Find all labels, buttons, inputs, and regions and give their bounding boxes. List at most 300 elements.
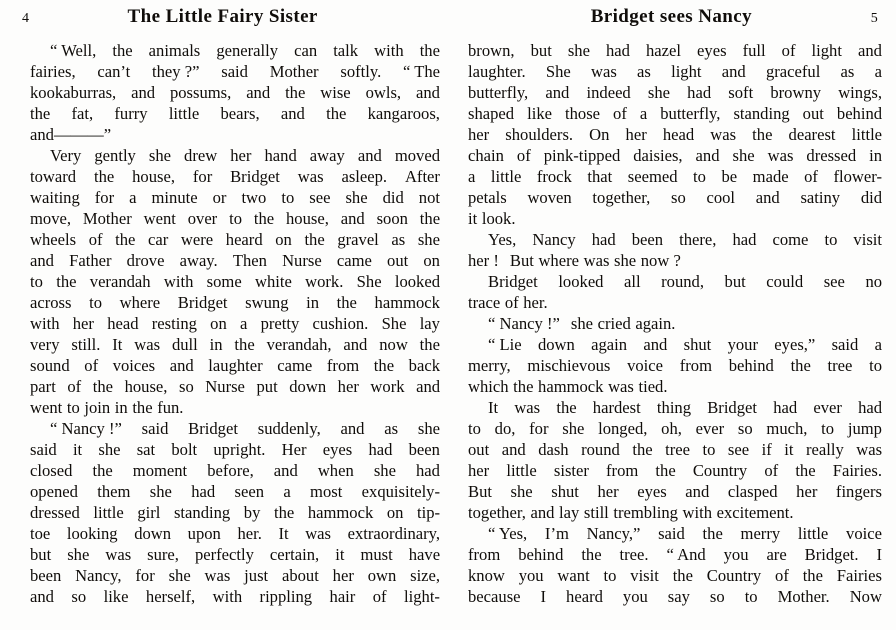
word-space <box>260 502 274 523</box>
word-space <box>263 229 276 250</box>
word: her ! <box>468 251 499 270</box>
word: the <box>132 398 153 417</box>
word: just <box>244 566 269 585</box>
paragraph <box>468 523 882 607</box>
word: talk <box>333 41 359 60</box>
word-space <box>404 40 420 61</box>
word: and <box>416 377 441 396</box>
word: hammock <box>374 293 440 312</box>
word-space <box>113 376 125 397</box>
word-space <box>280 166 298 187</box>
word-space <box>824 103 837 124</box>
word: the <box>234 335 255 354</box>
word-space <box>638 460 655 481</box>
word: was <box>608 377 634 396</box>
text-line <box>468 418 882 439</box>
word-space <box>736 124 752 145</box>
word: said <box>831 335 859 354</box>
word-space <box>584 418 598 439</box>
word: she <box>148 146 172 165</box>
word: her <box>468 461 490 480</box>
word: suddenly, <box>257 419 321 438</box>
text-line <box>30 481 440 502</box>
word: herself, <box>145 587 196 606</box>
text-line <box>468 481 882 502</box>
word: see <box>823 272 845 291</box>
word: could <box>766 272 804 291</box>
word-space <box>659 565 673 586</box>
word-space <box>392 439 408 460</box>
word: heard <box>566 587 603 606</box>
word-space <box>213 229 226 250</box>
text-line <box>30 208 440 229</box>
word-space <box>811 355 828 376</box>
word-space <box>852 355 869 376</box>
word-space <box>789 166 805 187</box>
word: own <box>367 566 397 585</box>
word: and———” <box>30 125 112 144</box>
word: Bridget <box>230 167 280 186</box>
word-space <box>747 460 764 481</box>
word-space <box>780 523 798 544</box>
word: the <box>752 125 773 144</box>
word: as <box>637 62 651 81</box>
text-line <box>468 523 882 544</box>
word: the <box>373 356 395 375</box>
word: as <box>391 230 406 249</box>
word: tree <box>665 440 690 459</box>
word-space <box>155 82 170 103</box>
word: made <box>752 167 789 186</box>
word: the <box>632 440 653 459</box>
word: perfectly <box>194 545 254 564</box>
word: for <box>192 167 213 186</box>
word: now ? <box>640 251 681 270</box>
word: said <box>30 440 57 459</box>
word: round <box>581 440 620 459</box>
word: came <box>277 356 313 375</box>
word-space <box>492 481 511 502</box>
word: she <box>567 41 590 60</box>
word: Nancy,” <box>586 524 641 543</box>
word-space <box>294 187 309 208</box>
word: looked <box>394 272 441 291</box>
word: and <box>695 146 720 165</box>
word-space <box>54 250 69 271</box>
text-line <box>468 460 882 481</box>
word-space <box>856 145 869 166</box>
word: the <box>581 545 602 564</box>
word-space <box>544 565 558 586</box>
word-space <box>373 502 387 523</box>
word: ever <box>695 419 725 438</box>
word-space <box>500 544 518 565</box>
text-line <box>468 292 882 313</box>
word-space <box>81 376 93 397</box>
word-space <box>372 250 387 271</box>
word-space <box>727 40 743 61</box>
word: generally <box>216 41 279 60</box>
word-space <box>844 439 857 460</box>
word: was <box>856 440 883 459</box>
word: and <box>30 251 54 270</box>
word: extraordinary, <box>347 524 441 543</box>
word: the <box>802 566 823 585</box>
word-space <box>526 61 546 82</box>
word-space <box>72 460 92 481</box>
word-space <box>50 523 67 544</box>
word: in <box>114 398 128 417</box>
word: head <box>662 125 695 144</box>
word: together, <box>592 188 651 207</box>
word: the <box>655 461 676 480</box>
text-line <box>30 103 440 124</box>
word: to <box>281 188 295 207</box>
word: come <box>772 230 809 249</box>
word: toe <box>30 524 51 543</box>
word-space <box>379 229 392 250</box>
word: It <box>278 524 289 543</box>
word: and <box>501 440 526 459</box>
word-space <box>528 82 545 103</box>
word: Mother <box>82 209 132 228</box>
word-space <box>294 502 308 523</box>
word: little <box>797 524 829 543</box>
word: like <box>527 104 552 123</box>
paragraph-indent <box>468 229 488 250</box>
word: and <box>340 419 365 438</box>
word-space <box>155 355 170 376</box>
word: as <box>840 62 855 81</box>
word: with <box>30 314 60 333</box>
word-space <box>242 208 254 229</box>
word: soon <box>376 209 408 228</box>
text-line <box>468 586 882 607</box>
word-space <box>572 187 593 208</box>
word-space <box>603 586 623 607</box>
word: a <box>639 104 648 123</box>
word: if <box>761 440 772 459</box>
word: again <box>591 335 628 354</box>
word: mischievous <box>527 356 611 375</box>
word: them <box>97 482 131 501</box>
word: to <box>30 272 43 291</box>
word-space <box>573 124 589 145</box>
word: from <box>679 356 712 375</box>
word-space <box>790 103 803 124</box>
word: over <box>187 209 218 228</box>
word-space <box>89 544 105 565</box>
word-space <box>489 460 506 481</box>
word: so <box>709 587 725 606</box>
word-space <box>76 229 89 250</box>
word: work <box>370 377 405 396</box>
text-line <box>30 82 440 103</box>
word: did <box>860 188 883 207</box>
word-space <box>197 439 213 460</box>
word-space <box>148 103 169 124</box>
word: voices <box>112 356 156 375</box>
word-space <box>267 250 282 271</box>
word-space <box>720 145 733 166</box>
word-space <box>289 523 306 544</box>
word-space <box>612 166 628 187</box>
word-space <box>342 481 361 502</box>
word: of <box>775 566 789 585</box>
word-space <box>723 523 741 544</box>
word: Now <box>849 587 882 606</box>
word: her. <box>523 293 548 312</box>
word: hammock <box>538 377 604 396</box>
word: on <box>423 251 440 270</box>
word-space <box>298 460 318 481</box>
word: wise <box>320 83 351 102</box>
word-space <box>667 334 683 355</box>
text-line <box>468 313 882 334</box>
word: where <box>119 293 161 312</box>
word-space <box>230 565 244 586</box>
word: were <box>180 230 214 249</box>
word-space <box>226 187 241 208</box>
word-space <box>354 460 374 481</box>
word: with <box>374 41 404 60</box>
word: gravel <box>337 230 379 249</box>
word-space <box>121 439 137 460</box>
text-line <box>30 313 440 334</box>
word: of <box>88 230 103 249</box>
word-space <box>343 271 356 292</box>
word: so <box>178 377 194 396</box>
paragraph <box>468 271 882 313</box>
word: merry <box>740 524 781 543</box>
word: toward <box>30 167 77 186</box>
word: but <box>30 545 52 564</box>
word-space <box>630 40 646 61</box>
word-space <box>602 544 620 565</box>
word-space <box>521 166 537 187</box>
word-space <box>720 103 733 124</box>
word-space <box>836 124 852 145</box>
word-space <box>198 334 210 355</box>
word: it <box>784 440 794 459</box>
word-space <box>60 334 72 355</box>
word: flower- <box>833 167 882 186</box>
word: not <box>418 188 441 207</box>
word-space <box>122 418 142 439</box>
word: ever <box>813 398 842 417</box>
word: and <box>340 209 365 228</box>
word: cushion. <box>312 314 369 333</box>
word: On <box>589 125 610 144</box>
word-space <box>504 145 517 166</box>
word-space <box>82 439 98 460</box>
word-space <box>71 208 83 229</box>
word: dressed <box>806 146 857 165</box>
word-space <box>291 481 310 502</box>
word: her <box>625 125 647 144</box>
word: of <box>781 41 796 60</box>
word: she <box>417 230 440 249</box>
word-space <box>195 586 212 607</box>
word-space <box>511 355 528 376</box>
word-space <box>552 40 568 61</box>
word: and <box>131 83 156 102</box>
word: that <box>587 167 613 186</box>
word: the <box>419 335 440 354</box>
word: the <box>513 377 534 396</box>
word: the <box>790 356 811 375</box>
word: Country <box>706 566 762 585</box>
text-line <box>468 61 882 82</box>
word: her <box>72 314 94 333</box>
word: want <box>557 566 590 585</box>
word-space <box>815 334 831 355</box>
word-space <box>80 187 95 208</box>
word-space <box>706 544 724 565</box>
word-space <box>387 166 405 187</box>
word-space <box>346 103 367 124</box>
word: down <box>537 335 575 354</box>
word-space <box>61 565 75 586</box>
word-space <box>854 61 874 82</box>
word: you <box>723 545 749 564</box>
word: It <box>488 398 499 417</box>
word: went <box>143 209 176 228</box>
word-space <box>516 229 532 250</box>
word: very <box>30 335 60 354</box>
text-line <box>468 376 882 397</box>
word: out <box>468 440 490 459</box>
word-space <box>828 523 846 544</box>
text-line <box>30 565 440 586</box>
word-space <box>191 565 205 586</box>
word: and <box>685 482 710 501</box>
word-space <box>834 418 848 439</box>
text-line <box>468 82 882 103</box>
word: across <box>30 293 72 312</box>
word: had <box>858 398 883 417</box>
paragraph <box>30 418 440 607</box>
word: tied. <box>638 377 668 396</box>
word: wings, <box>838 83 882 102</box>
word-space <box>155 565 169 586</box>
word-space <box>640 523 658 544</box>
word-space <box>797 397 813 418</box>
word: can <box>294 41 318 60</box>
text-line <box>30 61 440 82</box>
word: to <box>468 419 481 438</box>
word-space <box>546 586 566 607</box>
word: must <box>360 545 393 564</box>
word-space <box>778 460 795 481</box>
text-line <box>30 397 440 418</box>
word-space <box>693 565 707 586</box>
word-space <box>96 40 112 61</box>
word: browny <box>770 83 822 102</box>
word: been <box>631 230 664 249</box>
word: “ Well, <box>50 41 97 60</box>
word-space <box>396 565 410 586</box>
word: dash <box>538 440 569 459</box>
word: and <box>280 104 305 123</box>
word-space <box>168 418 188 439</box>
word: but <box>530 41 552 60</box>
running-head-verso <box>22 6 442 32</box>
word: rippling <box>259 587 313 606</box>
word-space <box>312 355 327 376</box>
word: the <box>702 524 723 543</box>
word: you <box>518 566 544 585</box>
word-space <box>248 61 270 82</box>
word-space <box>787 544 805 565</box>
word: furry <box>114 104 148 123</box>
word-space <box>194 376 206 397</box>
word-space <box>368 313 381 334</box>
word-space <box>247 313 260 334</box>
word-space <box>590 40 606 61</box>
word: brown, <box>468 41 515 60</box>
word-space <box>526 439 539 460</box>
word-space <box>194 355 209 376</box>
word-space <box>761 565 775 586</box>
book-title-verso: The Little Fairy Sister <box>127 6 318 27</box>
word: bears, <box>220 104 260 123</box>
word: a <box>874 62 882 81</box>
word-space <box>198 187 213 208</box>
word-space <box>691 397 707 418</box>
word: her <box>337 377 359 396</box>
word-space <box>76 61 98 82</box>
word-space <box>221 523 238 544</box>
word-space <box>603 271 624 292</box>
word-space <box>263 355 278 376</box>
word: a <box>874 335 882 354</box>
word-space <box>135 229 148 250</box>
running-head-recto <box>466 6 878 32</box>
word: She <box>356 272 382 291</box>
word: shut <box>551 482 579 501</box>
word: fairies, <box>30 62 76 81</box>
word-space <box>683 145 696 166</box>
word-space <box>230 502 244 523</box>
word: no <box>865 272 883 291</box>
word: her <box>332 566 354 585</box>
word-space <box>620 145 633 166</box>
word-space <box>254 460 274 481</box>
word-space <box>199 61 221 82</box>
word-space <box>772 124 788 145</box>
word-space <box>663 355 680 376</box>
word: jump <box>847 419 882 438</box>
word: tree <box>827 356 853 375</box>
word-space <box>331 523 348 544</box>
word: little <box>168 104 200 123</box>
word-space <box>116 82 131 103</box>
word-space <box>616 565 630 586</box>
word: the <box>253 209 275 228</box>
word-space <box>352 439 368 460</box>
word: for <box>529 419 549 438</box>
word-space <box>80 502 94 523</box>
word: a <box>239 314 248 333</box>
word: have <box>408 545 441 564</box>
word-space <box>527 523 545 544</box>
word: said <box>221 62 248 81</box>
word: hammock <box>307 503 374 522</box>
word-space <box>398 418 418 439</box>
text-line <box>30 271 440 292</box>
word: there, <box>679 230 717 249</box>
